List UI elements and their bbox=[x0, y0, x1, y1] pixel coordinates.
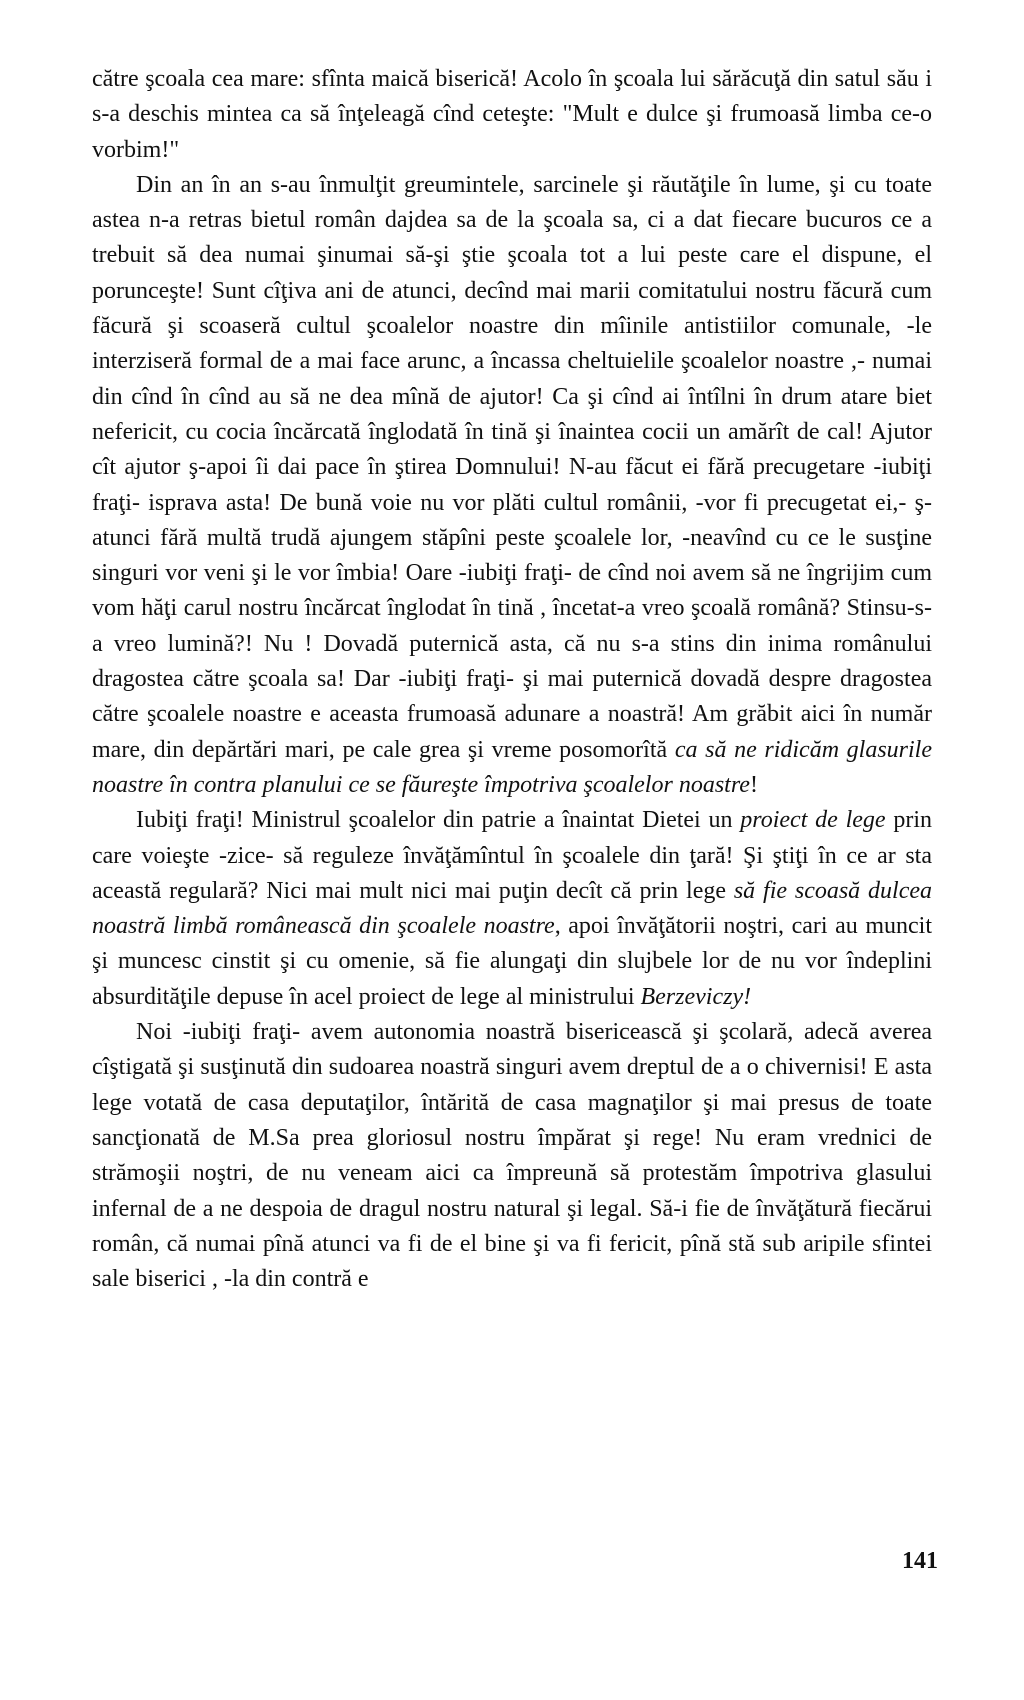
paragraph bbox=[92, 62, 932, 168]
paragraph bbox=[92, 1015, 932, 1297]
italic-text: proiect de lege bbox=[740, 807, 886, 834]
italic-text: Berzeviczy! bbox=[640, 983, 752, 1010]
text-segment: ! bbox=[749, 771, 758, 798]
text-segment: Iubiţi fraţi! Ministrul şcoalelor din patrie a înaintat Dietei un bbox=[136, 807, 741, 834]
page-number: 141 bbox=[902, 1548, 938, 1574]
text-segment: Din an în an s-au înmulţit greumintele, sarcinele şi răutăţile în lume, şi cu toate astea n-a retras bietul român dajdea sa de la şcoala sa, ci a dat fiecare bucuros ce a trebuit să dea numai şinumai să-şi ştie şcoala tot a lui peste care el dispune, el porunceşte! Sunt cîţiva ani de atunci, decînd mai marii comitatului nostru făcură cum făcură şi scoaseră cultul şcoalelor noastre din mîinile antistiilor comunale, -le interziseră formal de a mai face arunc, a încassa cheltuielile şcoalelor noastre ,- numai din cînd în cînd au să ne dea mînă de ajutor! Ca şi cînd ai întîlni în drum atare biet nefericit, cu cocia încărcată înglodată în tină şi înaintea cocii un amărît de cal! Ajutor cît ajutor ş-apoi îi dai pace în ştirea Domnului! N-au făcut ei fără precugetare -iubiţi fraţi- isprava asta! De bună voie nu vor plăti cultul românii, -vor fi precugetat ei,- ş-atunci fără multă trudă ajungem stăpîni peste şcoalele lor, -neavînd cu ce le susţine singuri vor veni şi le vor îmbia! Oare -iubiţi fraţi- de cînd noi avem să ne îngrijim cum vom hăţi carul nostru încărcat înglodat în tină , încetat-a vreo şcoală română? Stinsu-s-a vreo lumină?! Nu ! Dovadă puternică asta, că nu s-a stins din inima românului dragostea către şcoala sa! Dar -iubiţi fraţi- şi mai puternică dovadă despre dragostea către şcoalele noastre e aceasta frumoasă adunare a noastră! Am grăbit aici în număr mare, din depărtări mari, pe cale grea şi vreme posomorîtă bbox=[92, 171, 932, 763]
italic-text: ca să ne ridicăm glasurile noastre în contra planului ce se făureşte împotriva şcoalelor noastre bbox=[92, 736, 933, 798]
paragraph bbox=[92, 168, 932, 803]
italic-text: să fie scoasă dulcea noastră limbă românească din şcoalele noastre bbox=[92, 877, 933, 940]
page-text bbox=[92, 62, 932, 1297]
paragraph bbox=[92, 803, 932, 1015]
text-segment: către şcoala cea mare: sfînta maică biserică! Acolo în şcoala lui sărăcuţă din satul său i s-a deschis mintea ca să înţeleagă cînd ceteşte: "Mult e dulce şi frumoasă limba ce-o vorbim!" bbox=[92, 66, 932, 163]
text-segment: , apoi învăţătorii noştri, cari au muncit şi muncesc cinstit şi cu omenie, să fie alungaţi din slujbele lor de nu vor îndeplini absurdităţile depuse în acel proiect de lege al ministrului bbox=[92, 913, 932, 1010]
text-segment: prin care voieşte -zice- să reguleze învăţămîntul în şcoalele din ţară! Şi ştiţi în ce ar sta această regulară? Nici mai mult nici mai puţin decît că prin lege bbox=[92, 807, 933, 904]
text-segment: Noi -iubiţi fraţi- avem autonomia noastră bisericească şi şcolară, adecă averea cîştigată şi susţinută din sudoarea noastră singuri avem dreptul de a o chivernisi! E asta lege votată de casa deputaţilor, întărită de casa magnaţilor şi mai presus de toate sancţionată de M.Sa prea gloriosul nostru împărat şi rege! Nu eram vrednici de strămoşii noştri, de nu veneam aici ca împreună să protestăm împotriva glasului infernal de a ne despoia de dragul nostru natural şi legal. Să-i fie de învăţătură fiecărui român, că numai pînă atunci va fi de el bine şi va fi fericit, pînă stă sub aripile sfintei sale biserici , -la din contră e bbox=[92, 1019, 932, 1293]
